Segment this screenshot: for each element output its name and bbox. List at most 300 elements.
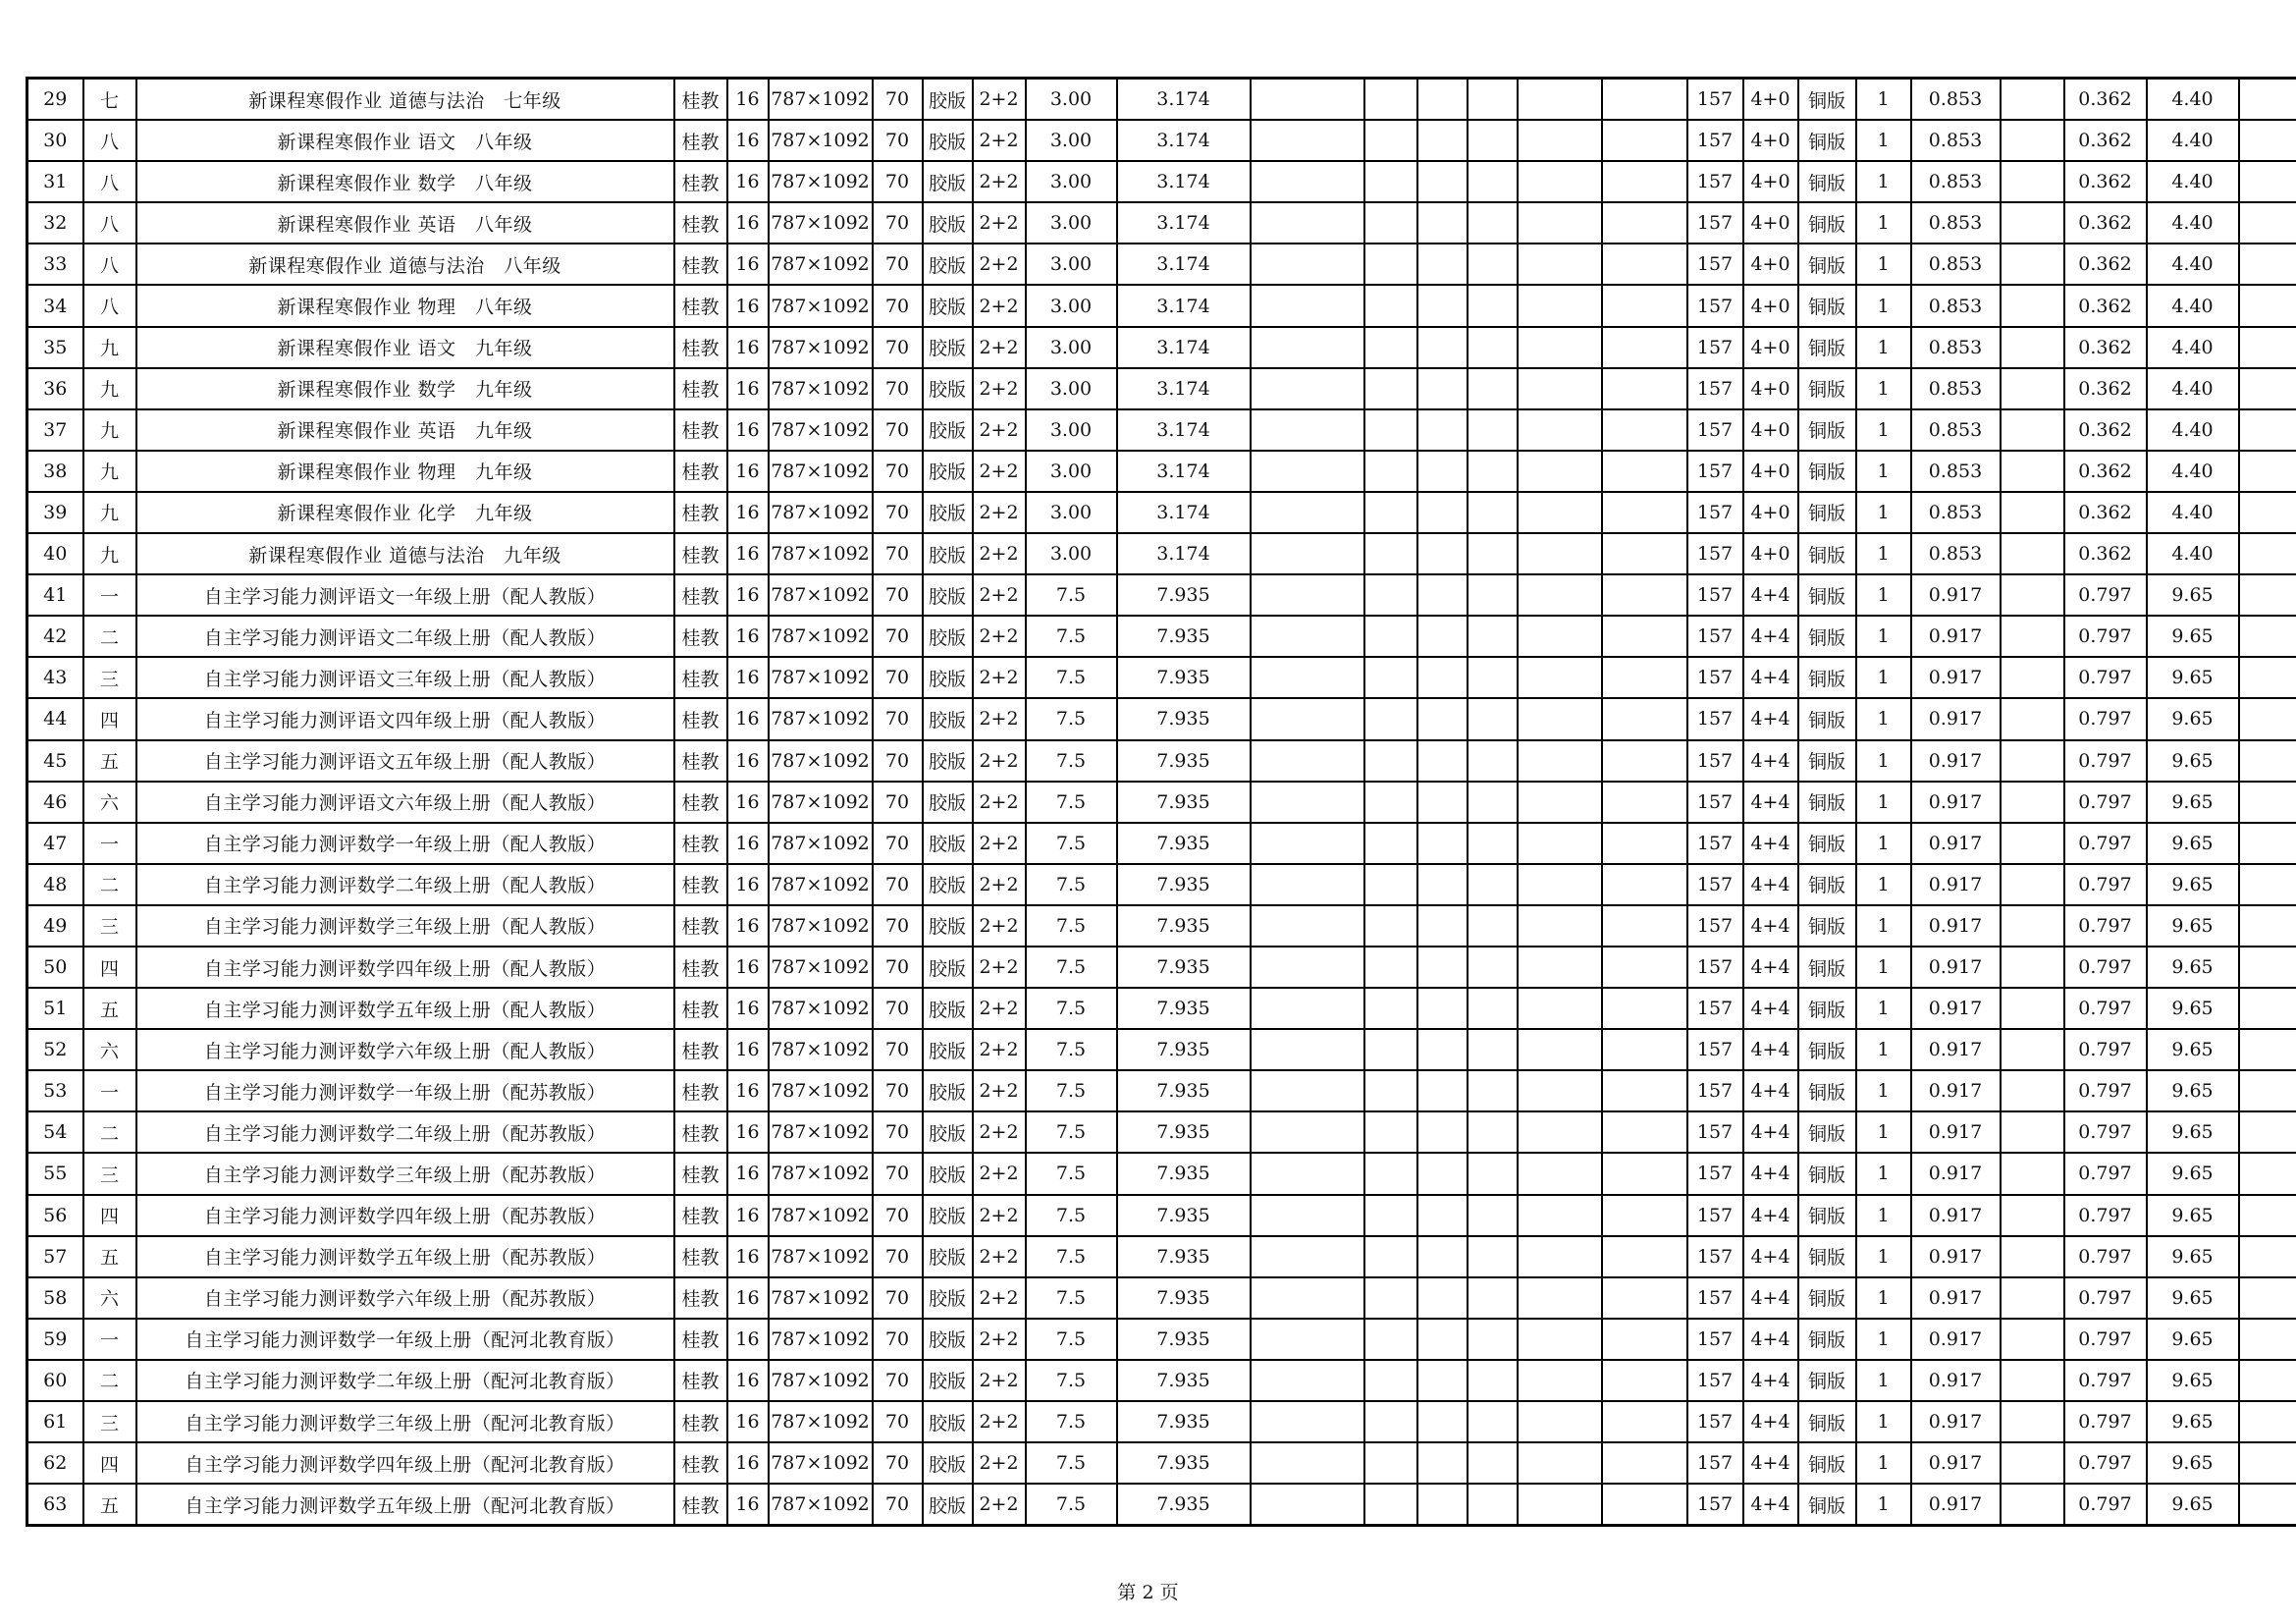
cell-paper-weight: 70 (873, 533, 923, 574)
cell-text-price: 3.174 (1117, 120, 1251, 161)
table-row (27, 657, 2296, 698)
cell-sheets: 7.5 (1026, 1111, 1117, 1153)
cell-blank-6 (1602, 1484, 1687, 1526)
cell-blank-7 (2001, 492, 2064, 533)
cell-blank-5 (1518, 1153, 1602, 1194)
cell-blank-2 (1364, 533, 1417, 574)
cell-index: 31 (27, 161, 83, 202)
cell-blank-3 (1417, 1070, 1468, 1111)
cell-cover-qty: 1 (1856, 120, 1911, 161)
cell-blank-8 (2239, 947, 2296, 988)
cell-blank-5 (1518, 1029, 1602, 1070)
cell-format: 16 (727, 823, 769, 864)
cell-title: 自主学习能力测评语文三年级上册（配人教版） (136, 657, 674, 698)
cell-extra-price: 0.797 (2064, 657, 2147, 698)
cell-blank-4 (1468, 79, 1518, 121)
cell-cover-price: 0.917 (1911, 1442, 2001, 1484)
cell-blank-5 (1518, 1319, 1602, 1360)
cell-cover-price: 0.917 (1911, 1484, 2001, 1526)
cell-paper-weight: 70 (873, 823, 923, 864)
cell-index: 54 (27, 1111, 83, 1153)
cell-format: 16 (727, 1484, 769, 1526)
cell-blank-8 (2239, 864, 2296, 905)
cell-color: 2+2 (973, 451, 1026, 492)
cell-grade: 一 (83, 1070, 136, 1111)
cell-blank-5 (1518, 657, 1602, 698)
cell-blank-5 (1518, 1195, 1602, 1236)
cell-sheets: 3.00 (1026, 79, 1117, 121)
cell-paper-weight: 70 (873, 1401, 923, 1442)
cell-blank-4 (1468, 1236, 1518, 1277)
cell-publisher: 桂教 (674, 988, 727, 1029)
cell-cover-price: 0.853 (1911, 120, 2001, 161)
cell-text-price: 7.935 (1117, 782, 1251, 823)
cell-color: 2+2 (973, 947, 1026, 988)
cell-blank-5 (1518, 368, 1602, 409)
table-row (27, 161, 2296, 202)
cell-blank-7 (2001, 1360, 2064, 1401)
cell-grade: 二 (83, 616, 136, 657)
cell-cover-weight: 157 (1687, 533, 1743, 574)
cell-format: 16 (727, 451, 769, 492)
cell-color: 2+2 (973, 368, 1026, 409)
cell-total-price: 4.40 (2147, 79, 2239, 121)
cell-blank-4 (1468, 740, 1518, 782)
cell-blank-1 (1251, 905, 1364, 947)
cell-extra-price: 0.362 (2064, 202, 2147, 244)
cell-total-price: 9.65 (2147, 947, 2239, 988)
cell-blank-3 (1417, 947, 1468, 988)
cell-cover-qty: 1 (1856, 1111, 1911, 1153)
cell-sheets: 3.00 (1026, 244, 1117, 285)
cell-extra-price: 0.362 (2064, 244, 2147, 285)
cell-blank-7 (2001, 368, 2064, 409)
cell-publisher: 桂教 (674, 79, 727, 121)
cell-index: 47 (27, 823, 83, 864)
cell-blank-5 (1518, 161, 1602, 202)
cell-paper-weight: 70 (873, 1442, 923, 1484)
cell-paper-size: 787×1092 (769, 1277, 873, 1319)
cell-text-price: 3.174 (1117, 285, 1251, 326)
cell-publisher: 桂教 (674, 823, 727, 864)
cell-extra-price: 0.362 (2064, 285, 2147, 326)
cell-cover-weight: 157 (1687, 285, 1743, 326)
cell-cover-color: 4+0 (1743, 285, 1798, 326)
cell-cover-color: 4+4 (1743, 988, 1798, 1029)
cell-blank-3 (1417, 864, 1468, 905)
cell-blank-3 (1417, 1442, 1468, 1484)
page-number: 第 2 页 (1117, 1582, 1179, 1603)
cell-total-price: 9.65 (2147, 1111, 2239, 1153)
table-row (27, 864, 2296, 905)
cell-blank-1 (1251, 1277, 1364, 1319)
cell-extra-price: 0.362 (2064, 79, 2147, 121)
cell-blank-6 (1602, 120, 1687, 161)
cell-blank-6 (1602, 1153, 1687, 1194)
cell-cover-weight: 157 (1687, 1442, 1743, 1484)
cell-extra-price: 0.797 (2064, 740, 2147, 782)
cell-text-price: 3.174 (1117, 161, 1251, 202)
cell-color: 2+2 (973, 1442, 1026, 1484)
cell-blank-8 (2239, 988, 2296, 1029)
cell-blank-1 (1251, 409, 1364, 451)
cell-cover-qty: 1 (1856, 1360, 1911, 1401)
cell-blank-4 (1468, 947, 1518, 988)
cell-index: 51 (27, 988, 83, 1029)
cell-sheets: 7.5 (1026, 1153, 1117, 1194)
cell-paper-size: 787×1092 (769, 1319, 873, 1360)
cell-grade: 五 (83, 1236, 136, 1277)
cell-blank-3 (1417, 905, 1468, 947)
cell-grade: 一 (83, 574, 136, 616)
cell-cover-weight: 157 (1687, 451, 1743, 492)
cell-sheets: 7.5 (1026, 823, 1117, 864)
cell-blank-7 (2001, 1236, 2064, 1277)
cell-blank-8 (2239, 616, 2296, 657)
cell-extra-price: 0.797 (2064, 905, 2147, 947)
cell-blank-6 (1602, 1319, 1687, 1360)
cell-cover-color: 4+4 (1743, 1029, 1798, 1070)
cell-cover-paper: 铜版 (1798, 79, 1856, 121)
cell-index: 59 (27, 1319, 83, 1360)
cell-blank-7 (2001, 740, 2064, 782)
cell-cover-weight: 157 (1687, 79, 1743, 121)
cell-paper-weight: 70 (873, 1319, 923, 1360)
cell-text-price: 7.935 (1117, 905, 1251, 947)
cell-cover-paper: 铜版 (1798, 947, 1856, 988)
cell-cover-weight: 157 (1687, 161, 1743, 202)
cell-cover-price: 0.917 (1911, 1070, 2001, 1111)
cell-cover-weight: 157 (1687, 657, 1743, 698)
cell-extra-price: 0.362 (2064, 327, 2147, 368)
cell-grade: 九 (83, 492, 136, 533)
cell-cover-qty: 1 (1856, 1442, 1911, 1484)
cell-extra-price: 0.362 (2064, 451, 2147, 492)
cell-blank-4 (1468, 285, 1518, 326)
cell-grade: 三 (83, 1401, 136, 1442)
cell-blank-3 (1417, 574, 1468, 616)
cell-blank-7 (2001, 451, 2064, 492)
cell-cover-weight: 157 (1687, 1153, 1743, 1194)
cell-blank-3 (1417, 285, 1468, 326)
cell-blank-2 (1364, 1195, 1417, 1236)
cell-cover-qty: 1 (1856, 1153, 1911, 1194)
cell-paper-type: 胶版 (923, 1401, 973, 1442)
cell-blank-5 (1518, 988, 1602, 1029)
cell-index: 30 (27, 120, 83, 161)
cell-format: 16 (727, 988, 769, 1029)
cell-blank-3 (1417, 533, 1468, 574)
cell-blank-7 (2001, 947, 2064, 988)
cell-paper-weight: 70 (873, 1111, 923, 1153)
table-row (27, 1319, 2296, 1360)
cell-paper-weight: 70 (873, 698, 923, 739)
cell-extra-price: 0.797 (2064, 947, 2147, 988)
cell-publisher: 桂教 (674, 368, 727, 409)
cell-paper-size: 787×1092 (769, 574, 873, 616)
cell-blank-3 (1417, 740, 1468, 782)
cell-cover-qty: 1 (1856, 533, 1911, 574)
cell-format: 16 (727, 327, 769, 368)
cell-title: 自主学习能力测评数学三年级上册（配人教版） (136, 905, 674, 947)
cell-blank-8 (2239, 823, 2296, 864)
cell-index: 60 (27, 1360, 83, 1401)
cell-blank-7 (2001, 79, 2064, 121)
cell-blank-8 (2239, 451, 2296, 492)
table-row (27, 988, 2296, 1029)
cell-sheets: 3.00 (1026, 285, 1117, 326)
cell-paper-type: 胶版 (923, 574, 973, 616)
cell-paper-weight: 70 (873, 244, 923, 285)
cell-blank-2 (1364, 1029, 1417, 1070)
cell-total-price: 9.65 (2147, 1484, 2239, 1526)
cell-total-price: 9.65 (2147, 1029, 2239, 1070)
cell-blank-1 (1251, 823, 1364, 864)
cell-paper-weight: 70 (873, 1070, 923, 1111)
cell-cover-price: 0.917 (1911, 1195, 2001, 1236)
cell-paper-type: 胶版 (923, 1195, 973, 1236)
cell-paper-type: 胶版 (923, 1236, 973, 1277)
cell-blank-3 (1417, 1029, 1468, 1070)
cell-title: 新课程寒假作业 数学 九年级 (136, 368, 674, 409)
cell-blank-1 (1251, 1360, 1364, 1401)
cell-cover-qty: 1 (1856, 988, 1911, 1029)
cell-title: 自主学习能力测评语文六年级上册（配人教版） (136, 782, 674, 823)
cell-blank-4 (1468, 698, 1518, 739)
cell-cover-weight: 157 (1687, 740, 1743, 782)
cell-blank-1 (1251, 1153, 1364, 1194)
cell-blank-8 (2239, 1277, 2296, 1319)
cell-total-price: 9.65 (2147, 988, 2239, 1029)
cell-text-price: 7.935 (1117, 1277, 1251, 1319)
cell-index: 37 (27, 409, 83, 451)
cell-total-price: 9.65 (2147, 1360, 2239, 1401)
cell-cover-color: 4+0 (1743, 533, 1798, 574)
cell-text-price: 7.935 (1117, 1070, 1251, 1111)
cell-color: 2+2 (973, 492, 1026, 533)
cell-cover-paper: 铜版 (1798, 823, 1856, 864)
table-row (27, 285, 2296, 326)
cell-total-price: 4.40 (2147, 285, 2239, 326)
cell-blank-4 (1468, 492, 1518, 533)
cell-blank-4 (1468, 905, 1518, 947)
cell-format: 16 (727, 1360, 769, 1401)
cell-blank-3 (1417, 451, 1468, 492)
cell-blank-7 (2001, 244, 2064, 285)
cell-blank-6 (1602, 657, 1687, 698)
table-row (27, 1484, 2296, 1526)
cell-cover-qty: 1 (1856, 574, 1911, 616)
table-row (27, 616, 2296, 657)
cell-blank-8 (2239, 1360, 2296, 1401)
cell-cover-paper: 铜版 (1798, 492, 1856, 533)
cell-blank-3 (1417, 161, 1468, 202)
cell-paper-type: 胶版 (923, 1442, 973, 1484)
cell-blank-4 (1468, 1360, 1518, 1401)
cell-blank-8 (2239, 1153, 2296, 1194)
cell-extra-price: 0.797 (2064, 1360, 2147, 1401)
cell-publisher: 桂教 (674, 244, 727, 285)
cell-blank-6 (1602, 864, 1687, 905)
cell-extra-price: 0.362 (2064, 368, 2147, 409)
cell-blank-3 (1417, 1195, 1468, 1236)
cell-title: 新课程寒假作业 数学 八年级 (136, 161, 674, 202)
cell-extra-price: 0.797 (2064, 1195, 2147, 1236)
cell-grade: 六 (83, 1277, 136, 1319)
cell-sheets: 7.5 (1026, 905, 1117, 947)
cell-paper-type: 胶版 (923, 409, 973, 451)
cell-blank-7 (2001, 988, 2064, 1029)
cell-blank-8 (2239, 327, 2296, 368)
cell-index: 45 (27, 740, 83, 782)
cell-blank-8 (2239, 120, 2296, 161)
cell-total-price: 9.65 (2147, 905, 2239, 947)
cell-grade: 七 (83, 79, 136, 121)
cell-index: 29 (27, 79, 83, 121)
cell-cover-paper: 铜版 (1798, 782, 1856, 823)
cell-cover-weight: 157 (1687, 782, 1743, 823)
cell-total-price: 4.40 (2147, 120, 2239, 161)
cell-blank-6 (1602, 1360, 1687, 1401)
cell-blank-2 (1364, 1277, 1417, 1319)
cell-cover-qty: 1 (1856, 451, 1911, 492)
cell-cover-color: 4+0 (1743, 202, 1798, 244)
cell-blank-2 (1364, 368, 1417, 409)
cell-sheets: 3.00 (1026, 120, 1117, 161)
cell-cover-paper: 铜版 (1798, 1195, 1856, 1236)
cell-paper-weight: 70 (873, 574, 923, 616)
cell-blank-6 (1602, 285, 1687, 326)
cell-blank-2 (1364, 574, 1417, 616)
cell-color: 2+2 (973, 1319, 1026, 1360)
cell-cover-qty: 1 (1856, 1401, 1911, 1442)
cell-format: 16 (727, 657, 769, 698)
cell-grade: 三 (83, 905, 136, 947)
cell-paper-type: 胶版 (923, 657, 973, 698)
cell-extra-price: 0.797 (2064, 1153, 2147, 1194)
cell-blank-2 (1364, 451, 1417, 492)
cell-color: 2+2 (973, 1277, 1026, 1319)
cell-paper-size: 787×1092 (769, 1442, 873, 1484)
cell-blank-4 (1468, 1153, 1518, 1194)
cell-blank-3 (1417, 1153, 1468, 1194)
cell-cover-color: 4+4 (1743, 1442, 1798, 1484)
cell-blank-7 (2001, 1401, 2064, 1442)
cell-color: 2+2 (973, 1070, 1026, 1111)
cell-blank-4 (1468, 864, 1518, 905)
cell-sheets: 7.5 (1026, 1401, 1117, 1442)
table-row (27, 574, 2296, 616)
cell-blank-5 (1518, 864, 1602, 905)
cell-paper-weight: 70 (873, 492, 923, 533)
cell-paper-size: 787×1092 (769, 368, 873, 409)
price-table (26, 77, 2296, 1527)
cell-blank-8 (2239, 1070, 2296, 1111)
cell-blank-5 (1518, 1484, 1602, 1526)
cell-title: 新课程寒假作业 语文 九年级 (136, 327, 674, 368)
cell-index: 40 (27, 533, 83, 574)
cell-title: 自主学习能力测评数学二年级上册（配苏教版） (136, 1111, 674, 1153)
cell-blank-2 (1364, 1111, 1417, 1153)
table-row (27, 698, 2296, 739)
cell-format: 16 (727, 698, 769, 739)
cell-paper-size: 787×1092 (769, 492, 873, 533)
cell-title: 自主学习能力测评数学三年级上册（配河北教育版） (136, 1401, 674, 1442)
cell-grade: 一 (83, 1319, 136, 1360)
cell-color: 2+2 (973, 1029, 1026, 1070)
cell-blank-4 (1468, 120, 1518, 161)
cell-blank-3 (1417, 327, 1468, 368)
cell-paper-size: 787×1092 (769, 657, 873, 698)
cell-cover-color: 4+0 (1743, 409, 1798, 451)
cell-sheets: 7.5 (1026, 1360, 1117, 1401)
cell-cover-qty: 1 (1856, 823, 1911, 864)
cell-cover-paper: 铜版 (1798, 161, 1856, 202)
cell-blank-5 (1518, 698, 1602, 739)
cell-blank-6 (1602, 740, 1687, 782)
cell-blank-6 (1602, 533, 1687, 574)
cell-blank-5 (1518, 1277, 1602, 1319)
cell-paper-type: 胶版 (923, 823, 973, 864)
cell-cover-qty: 1 (1856, 616, 1911, 657)
cell-cover-qty: 1 (1856, 782, 1911, 823)
table-row (27, 782, 2296, 823)
cell-cover-price: 0.917 (1911, 1401, 2001, 1442)
cell-color: 2+2 (973, 698, 1026, 739)
cell-color: 2+2 (973, 1401, 1026, 1442)
cell-publisher: 桂教 (674, 616, 727, 657)
cell-blank-1 (1251, 1111, 1364, 1153)
cell-blank-1 (1251, 1029, 1364, 1070)
cell-format: 16 (727, 79, 769, 121)
cell-blank-6 (1602, 905, 1687, 947)
cell-text-price: 7.935 (1117, 823, 1251, 864)
cell-paper-type: 胶版 (923, 782, 973, 823)
cell-index: 41 (27, 574, 83, 616)
cell-paper-weight: 70 (873, 1236, 923, 1277)
cell-text-price: 3.174 (1117, 492, 1251, 533)
cell-publisher: 桂教 (674, 533, 727, 574)
cell-title: 新课程寒假作业 物理 八年级 (136, 285, 674, 326)
cell-publisher: 桂教 (674, 1070, 727, 1111)
cell-cover-price: 0.917 (1911, 864, 2001, 905)
cell-blank-1 (1251, 1319, 1364, 1360)
cell-title: 自主学习能力测评数学四年级上册（配苏教版） (136, 1195, 674, 1236)
cell-blank-8 (2239, 368, 2296, 409)
cell-blank-6 (1602, 409, 1687, 451)
cell-format: 16 (727, 1236, 769, 1277)
cell-blank-8 (2239, 202, 2296, 244)
cell-index: 49 (27, 905, 83, 947)
cell-blank-2 (1364, 79, 1417, 121)
cell-paper-size: 787×1092 (769, 327, 873, 368)
cell-publisher: 桂教 (674, 1236, 727, 1277)
cell-title: 新课程寒假作业 道德与法治 七年级 (136, 79, 674, 121)
cell-cover-paper: 铜版 (1798, 574, 1856, 616)
cell-grade: 二 (83, 864, 136, 905)
table-row (27, 120, 2296, 161)
cell-grade: 六 (83, 1029, 136, 1070)
cell-blank-4 (1468, 782, 1518, 823)
cell-cover-weight: 157 (1687, 1319, 1743, 1360)
cell-cover-price: 0.917 (1911, 1360, 2001, 1401)
cell-grade: 八 (83, 161, 136, 202)
cell-cover-color: 4+4 (1743, 1401, 1798, 1442)
cell-cover-paper: 铜版 (1798, 1070, 1856, 1111)
cell-blank-4 (1468, 616, 1518, 657)
cell-blank-6 (1602, 327, 1687, 368)
cell-title: 新课程寒假作业 英语 八年级 (136, 202, 674, 244)
